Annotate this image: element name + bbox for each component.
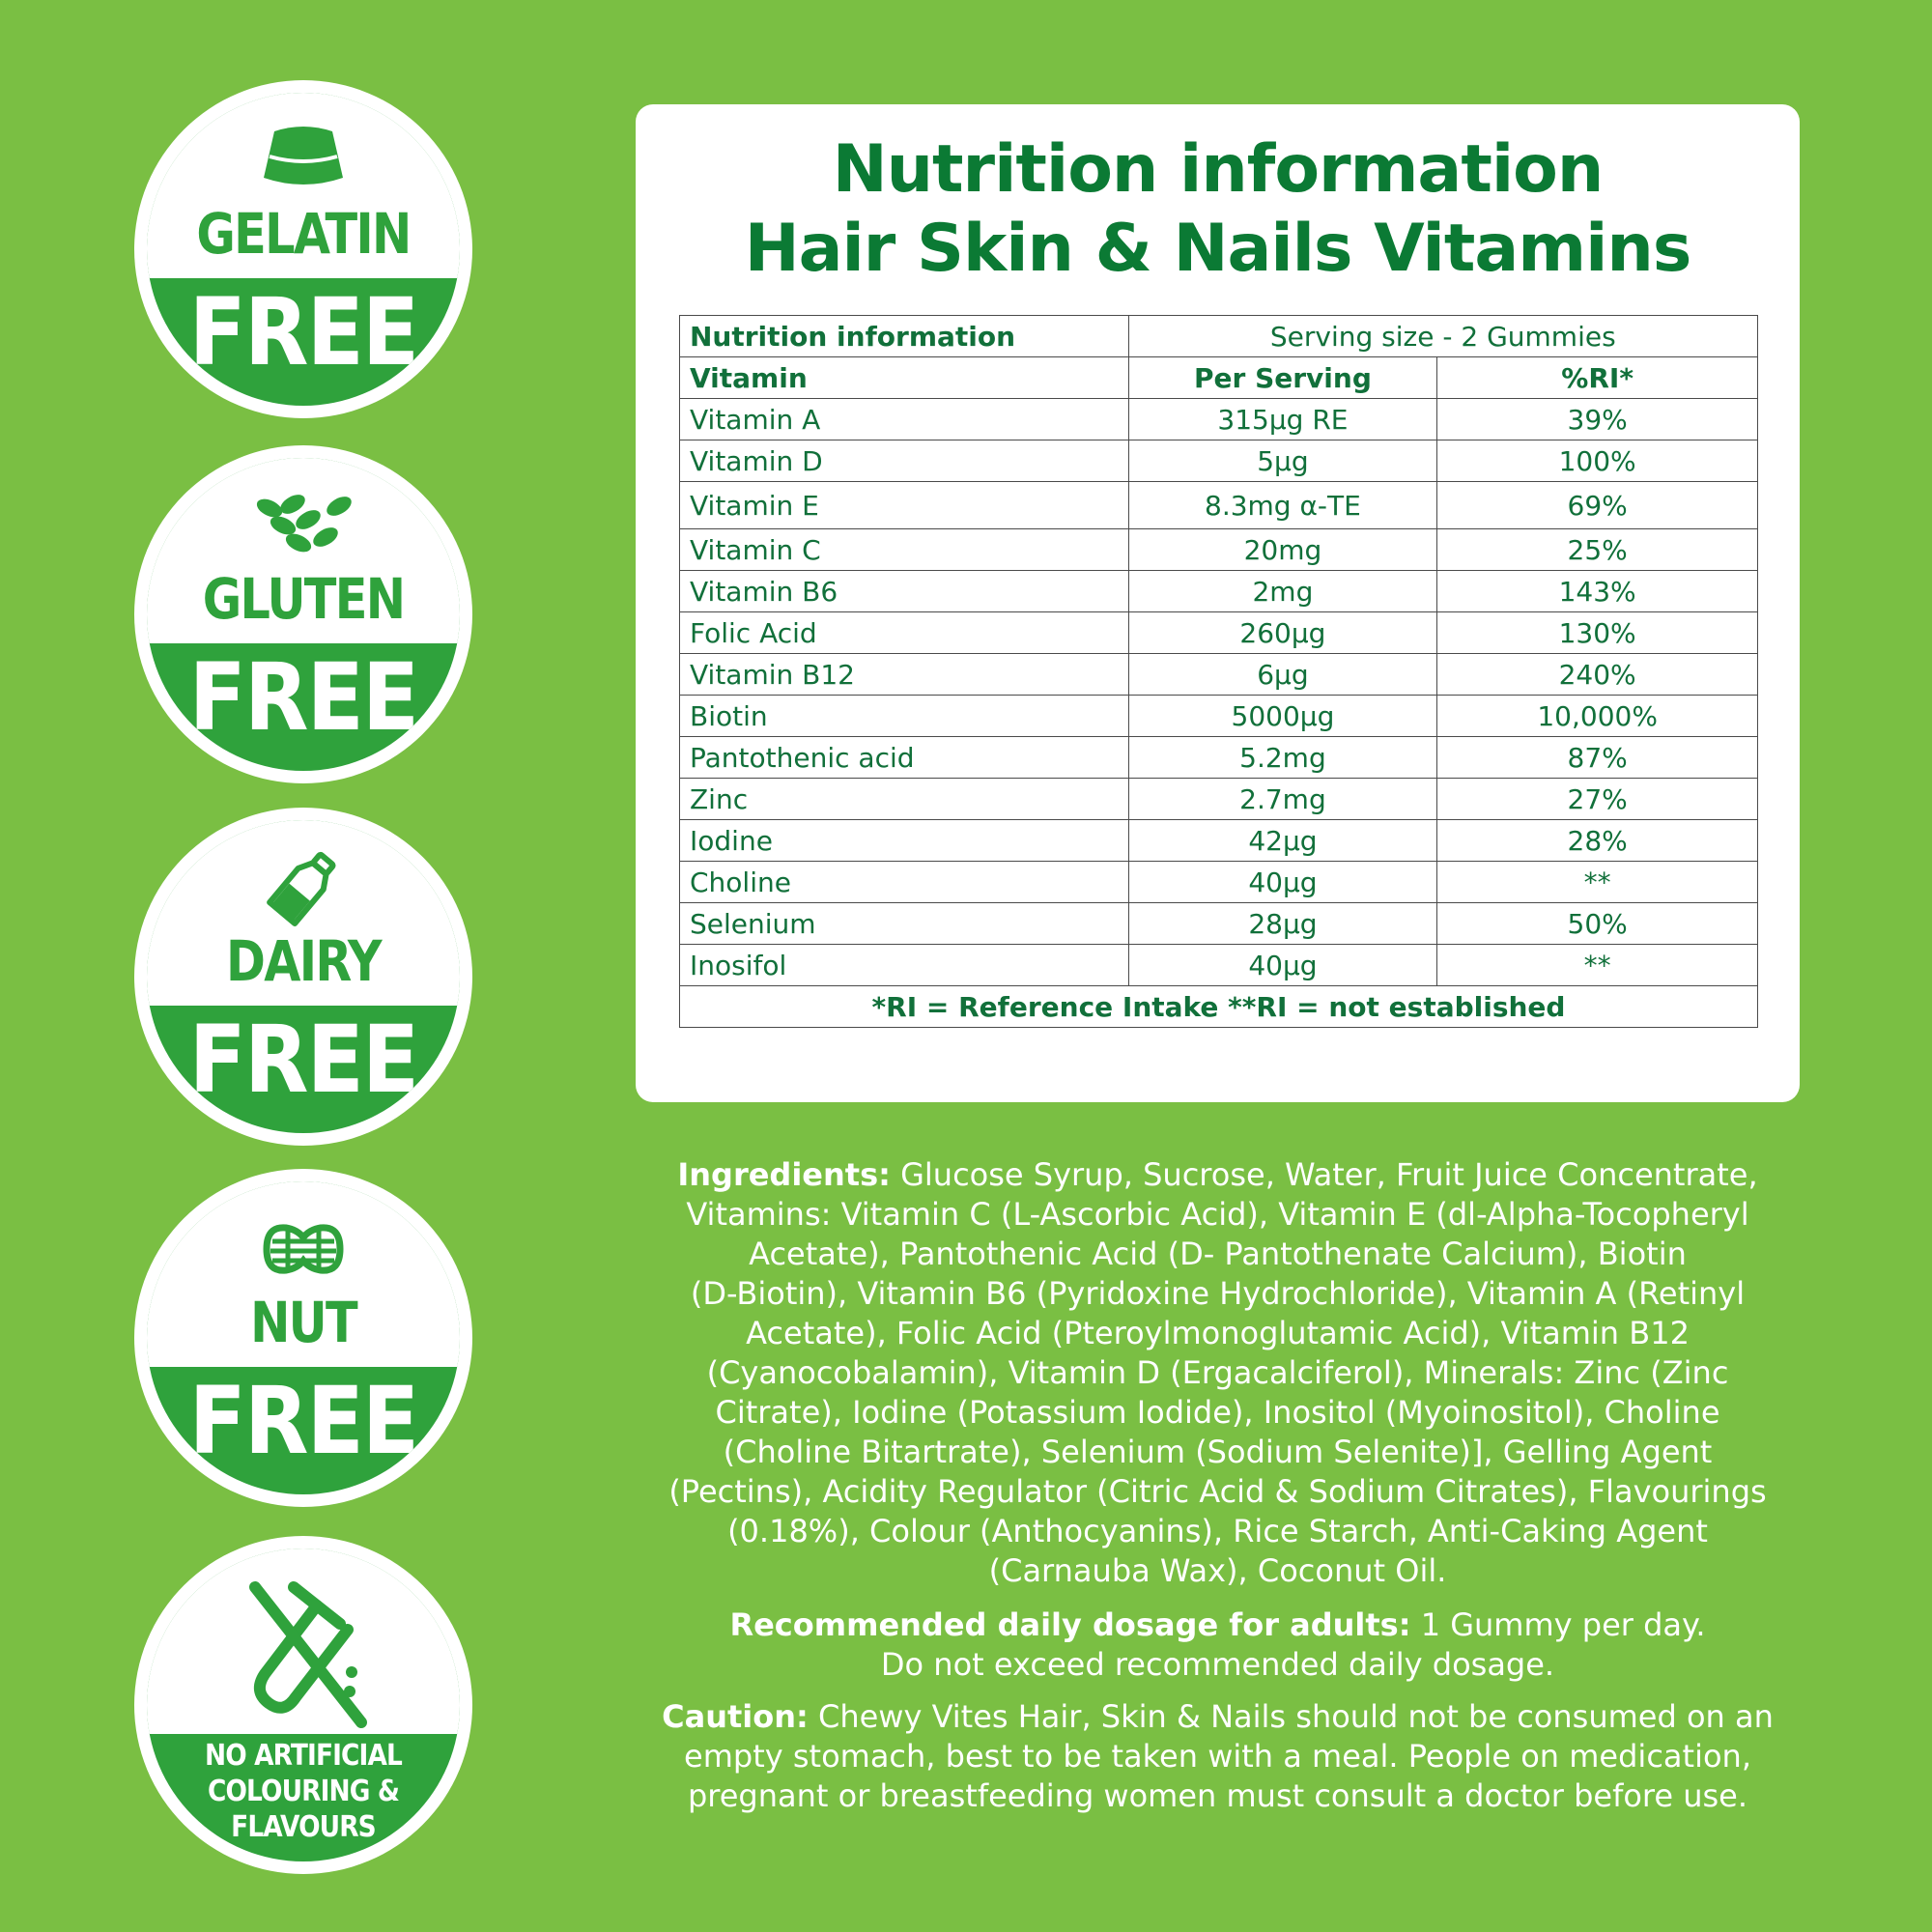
ri-cell: 27% — [1437, 779, 1758, 820]
nutrition-table — [679, 315, 1758, 1028]
per-serving-cell: 40µg — [1128, 945, 1437, 986]
ingredients-line: Citrate), Iodine (Potassium Iodide), Inositol (Myoinositol), Choline — [715, 1394, 1720, 1431]
table-row — [680, 399, 1758, 440]
badge-top-word: GLUTEN — [202, 566, 405, 632]
dosage-label: Recommended daily dosage for adults: — [729, 1606, 1411, 1643]
table-row — [680, 529, 1758, 571]
caution-label: Caution: — [662, 1698, 809, 1735]
badge-bottom-word: FREE — [188, 1367, 418, 1475]
test-tube-crossed-icon — [226, 1568, 381, 1732]
caution-text: empty stomach, best to be taken with a meal. People on medication, — [684, 1738, 1751, 1775]
per-serving-cell: 315µg RE — [1128, 399, 1437, 440]
vitamin-cell: Vitamin A — [680, 399, 1129, 440]
ingredients-line: Glucose Syrup, Sucrose, Water, Fruit Juice Concentrate, — [890, 1156, 1758, 1193]
badge-text-line: NO ARTIFICIAL — [204, 1739, 402, 1773]
ri-cell: 28% — [1437, 820, 1758, 862]
gummy-icon — [260, 122, 347, 189]
table-header-row — [680, 316, 1758, 357]
badge-text-line: FLAVOURS — [231, 1810, 376, 1844]
ingredients-line: Acetate), Pantothenic Acid (D- Pantothenate Calcium), Biotin — [749, 1236, 1687, 1272]
peanut-icon — [255, 1220, 352, 1278]
header-left-cell: Nutrition information — [680, 316, 1129, 357]
table-row — [680, 945, 1758, 986]
wheat-icon — [250, 491, 356, 558]
ri-cell: 39% — [1437, 399, 1758, 440]
dairy-free-badge — [134, 808, 472, 1146]
card-title-line-2: Hair Skin & Nails Vitamins — [744, 211, 1691, 287]
table-row — [680, 903, 1758, 945]
table-footnote: *RI = Reference Intake **RI = not established — [680, 986, 1758, 1028]
badge-bottom-word: FREE — [188, 643, 418, 752]
ri-cell: 10,000% — [1437, 696, 1758, 737]
ri-cell: ** — [1437, 862, 1758, 903]
ingredients-line: (0.18%), Colour (Anthocyanins), Rice Starch, Anti-Caking Agent — [727, 1513, 1708, 1549]
table-row — [680, 779, 1758, 820]
per-serving-cell: 8.3mg α-TE — [1128, 482, 1437, 529]
table-row — [680, 482, 1758, 529]
ri-cell: 69% — [1437, 482, 1758, 529]
gelatin-free-badge — [134, 80, 472, 418]
vitamin-cell: Iodine — [680, 820, 1129, 862]
column-header-row — [680, 357, 1758, 399]
ri-cell: 240% — [1437, 654, 1758, 696]
per-serving-cell: 5000µg — [1128, 696, 1437, 737]
vitamin-cell: Selenium — [680, 903, 1129, 945]
vitamin-cell: Vitamin E — [680, 482, 1129, 529]
ri-cell: 100% — [1437, 440, 1758, 482]
vitamin-cell: Vitamin B6 — [680, 571, 1129, 612]
per-serving-cell: 260µg — [1128, 612, 1437, 654]
badge-top-word: DAIRY — [226, 928, 381, 994]
badge-top-word: NUT — [250, 1290, 356, 1355]
table-row — [680, 820, 1758, 862]
ri-cell: 87% — [1437, 737, 1758, 779]
card-title-line-1: Nutrition information — [832, 131, 1604, 208]
badge-top-word: GELATIN — [196, 201, 411, 267]
table-row — [680, 440, 1758, 482]
milk-bottle-icon — [260, 849, 347, 926]
vitamin-cell: Vitamin C — [680, 529, 1129, 571]
badge-bottom-word: FREE — [188, 1006, 418, 1114]
ingredients-line: (Cyanocobalamin), Vitamin D (Ergacalciferol), Minerals: Zinc (Zinc — [706, 1354, 1729, 1391]
nut-free-badge — [134, 1169, 472, 1507]
ri-cell: 25% — [1437, 529, 1758, 571]
ri-cell: 130% — [1437, 612, 1758, 654]
gluten-free-badge — [134, 445, 472, 783]
table-row — [680, 696, 1758, 737]
table-row — [680, 862, 1758, 903]
ingredients-line: (D-Biotin), Vitamin B6 (Pyridoxine Hydrochloride), Vitamin A (Retinyl — [690, 1275, 1746, 1312]
table-row — [680, 654, 1758, 696]
per-serving-cell: 40µg — [1128, 862, 1437, 903]
vitamin-cell: Vitamin D — [680, 440, 1129, 482]
per-serving-cell: 6µg — [1128, 654, 1437, 696]
column-header: %RI* — [1437, 357, 1758, 399]
serving-size-cell: Serving size - 2 Gummies — [1128, 316, 1757, 357]
ingredients-label: Ingredients: — [677, 1156, 891, 1193]
dosage-warning: Do not exceed recommended daily dosage. — [880, 1646, 1555, 1683]
vitamin-cell: Folic Acid — [680, 612, 1129, 654]
vitamin-cell: Choline — [680, 862, 1129, 903]
ingredients-line: (Carnauba Wax), Coconut Oil. — [988, 1552, 1447, 1589]
dosage-block — [636, 1605, 1800, 1685]
table-row — [680, 612, 1758, 654]
vitamin-cell: Vitamin B12 — [680, 654, 1129, 696]
caution-text: Chewy Vites Hair, Skin & Nails should not be consumed on an — [808, 1698, 1774, 1735]
nutrition-card — [636, 104, 1800, 1102]
dosage-text: 1 Gummy per day. — [1410, 1606, 1706, 1643]
ri-cell: 50% — [1437, 903, 1758, 945]
caution-text: pregnant or breastfeeding women must consult a doctor before use. — [687, 1777, 1748, 1814]
table-footnote-row — [680, 986, 1758, 1028]
table-row — [680, 737, 1758, 779]
ingredients-line: (Pectins), Acidity Regulator (Citric Acid & Sodium Citrates), Flavourings — [668, 1473, 1767, 1510]
ingredients-line: (Choline Bitartrate), Selenium (Sodium Selenite)], Gelling Agent — [723, 1434, 1713, 1470]
ingredients-line: Vitamins: Vitamin C (L-Ascorbic Acid), Vitamin E (dl-Alpha-Tocopheryl — [686, 1196, 1749, 1233]
table-row — [680, 571, 1758, 612]
per-serving-cell: 5µg — [1128, 440, 1437, 482]
ri-cell: ** — [1437, 945, 1758, 986]
ingredients-line: Acetate), Folic Acid (Pteroylmonoglutamic Acid), Vitamin B12 — [746, 1315, 1690, 1351]
per-serving-cell: 5.2mg — [1128, 737, 1437, 779]
per-serving-cell: 28µg — [1128, 903, 1437, 945]
per-serving-cell: 20mg — [1128, 529, 1437, 571]
ingredients-block — [636, 1155, 1800, 1591]
badge-text-line: COLOURING & — [207, 1775, 400, 1808]
caution-block — [636, 1697, 1800, 1816]
vitamin-cell: Pantothenic acid — [680, 737, 1129, 779]
vitamin-cell: Biotin — [680, 696, 1129, 737]
ri-cell: 143% — [1437, 571, 1758, 612]
column-header: Vitamin — [680, 357, 1129, 399]
column-header: Per Serving — [1128, 357, 1437, 399]
per-serving-cell: 2mg — [1128, 571, 1437, 612]
vitamin-cell: Zinc — [680, 779, 1129, 820]
no-artificial-badge — [134, 1536, 472, 1874]
per-serving-cell: 42µg — [1128, 820, 1437, 862]
badge-bottom-word: FREE — [188, 278, 418, 386]
per-serving-cell: 2.7mg — [1128, 779, 1437, 820]
vitamin-cell: Inosifol — [680, 945, 1129, 986]
